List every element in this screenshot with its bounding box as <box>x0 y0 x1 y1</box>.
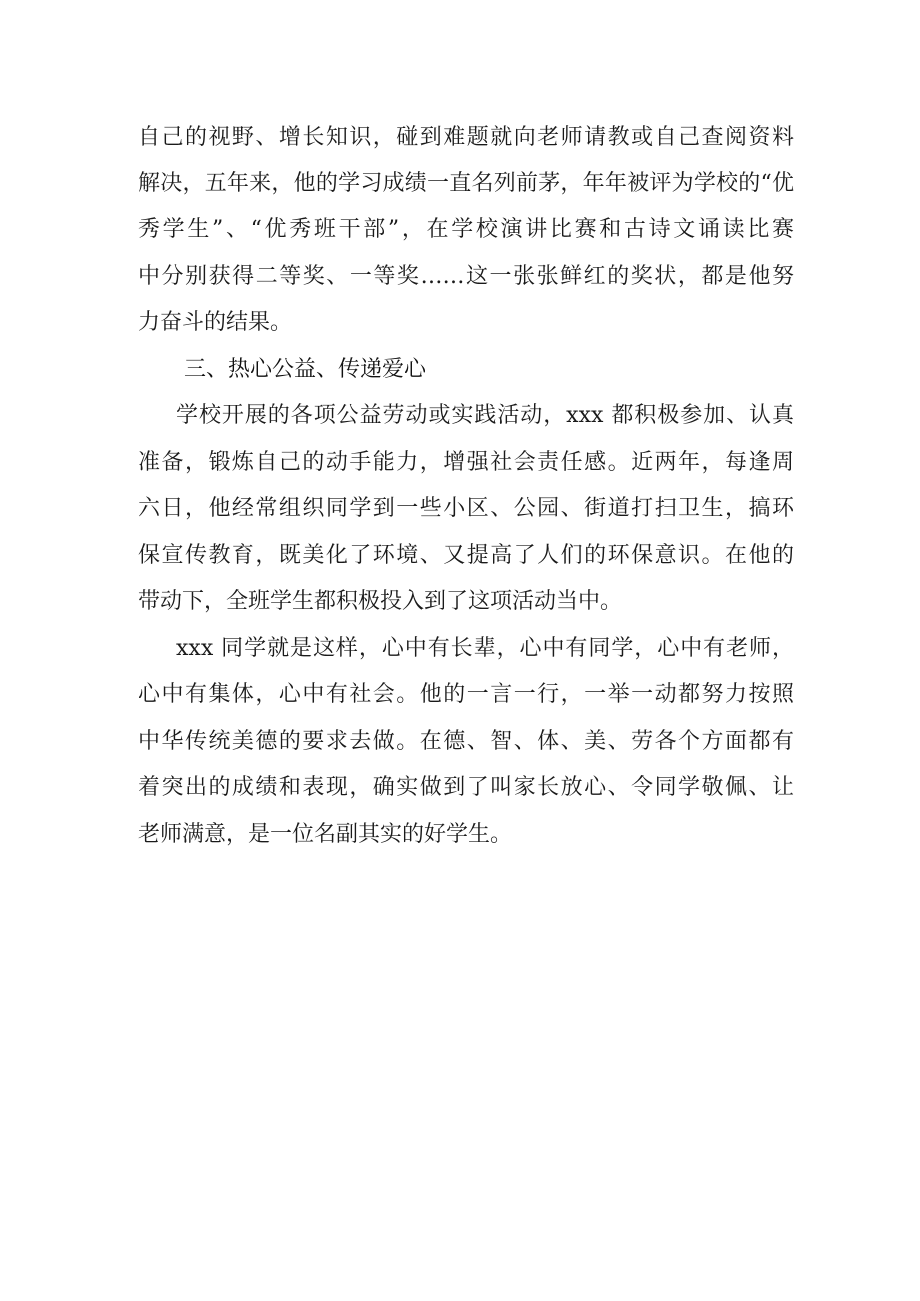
text-line: 学校开展的各项公益劳动或实践活动，xxx 都积极参加、认真 <box>176 403 794 428</box>
section-heading: 三、热心公益、传递爱心 <box>184 357 427 382</box>
text-line: 着突出的成绩和表现，确实做到了叫家长放心、令同学敬佩、让 <box>138 775 794 800</box>
text-line: 老师满意，是一位名副其实的好学生。 <box>138 822 513 847</box>
text-line: 力奋斗的结果。 <box>138 310 293 335</box>
text-line: 带动下，全班学生都积极投入到了这项活动当中。 <box>138 589 623 614</box>
text-line: 中分别获得二等奖、一等奖……这一张张鲜红的奖状，都是他努 <box>138 264 794 289</box>
text-line: 中华传统美德的要求去做。在德、智、体、美、劳各个方面都有 <box>138 729 794 754</box>
text-line: 自己的视野、增长知识，碰到难题就向老师请教或自己查阅资料 <box>138 125 794 150</box>
text-line: 准备，锻炼自己的动手能力，增强社会责任感。近两年，每逢周 <box>138 450 794 475</box>
text-line: 六日，他经常组织同学到一些小区、公园、街道打扫卫生，搞环 <box>138 496 794 521</box>
text-line: 心中有集体，心中有社会。他的一言一行，一举一动都努力按照 <box>138 682 794 707</box>
text-line: 秀学生”、“优秀班干部”，在学校演讲比赛和古诗文诵读比赛 <box>138 217 794 242</box>
text-line: 解决，五年来，他的学习成绩一直名列前茅，年年被评为学校的“优 <box>138 171 794 196</box>
text-line: xxx 同学就是这样，心中有长辈，心中有同学，心中有老师， <box>176 636 794 661</box>
text-line: 保宣传教育，既美化了环境、又提高了人们的环保意识。在他的 <box>138 543 794 568</box>
